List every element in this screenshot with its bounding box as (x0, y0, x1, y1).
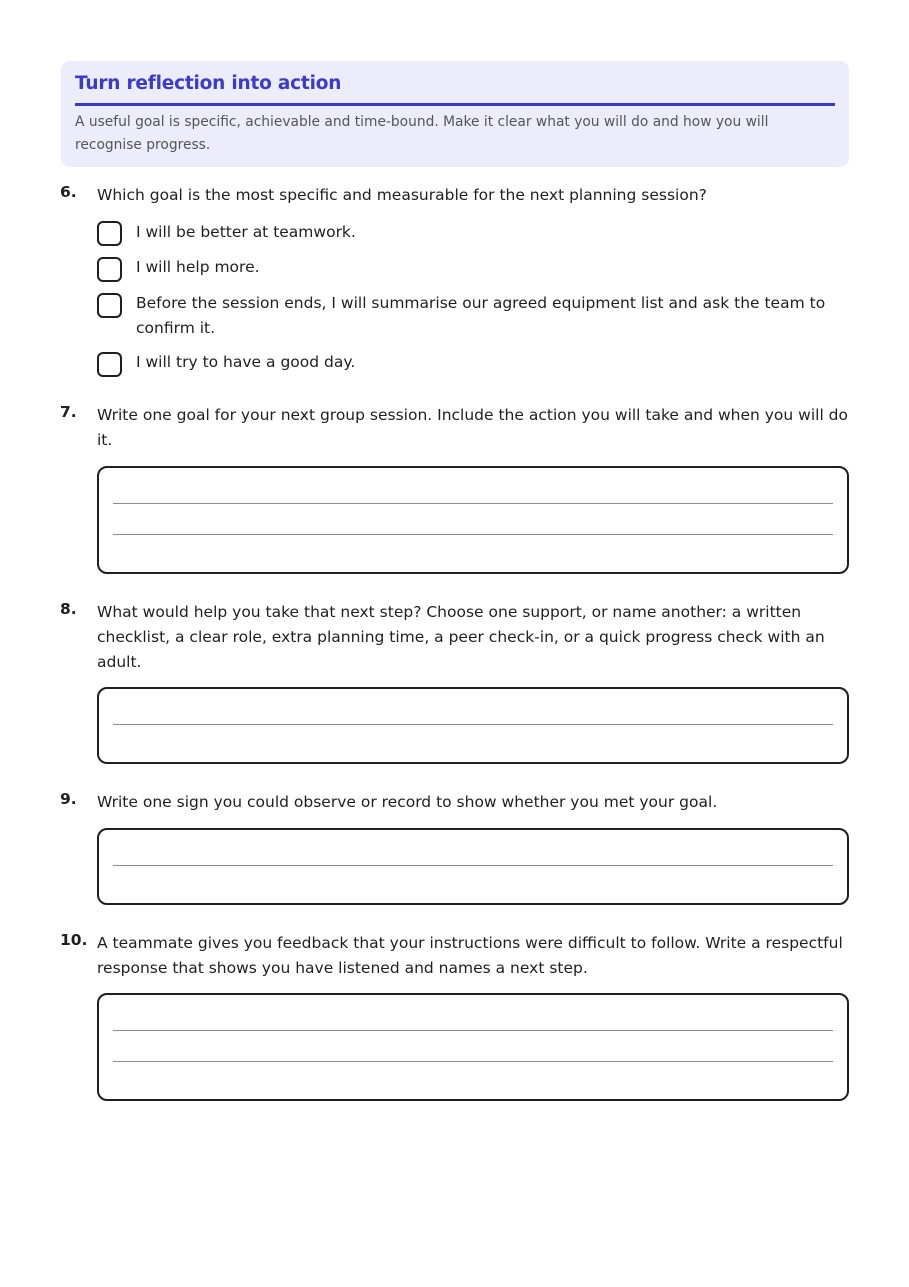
question-8-answer-box[interactable] (97, 687, 849, 764)
writing-line (113, 503, 833, 504)
option-checkbox[interactable] (97, 257, 122, 282)
question-9-text: Write one sign you could observe or record to show whether you met your goal. (97, 793, 718, 811)
writing-line (113, 1030, 833, 1031)
callout-title: Turn reflection into action (75, 73, 342, 94)
option-label: Before the session ends, I will summarise our agreed equipment list and ask the team to confirm it. (136, 294, 826, 337)
callout-text: A useful goal is specific, achievable and time-bound. Make it clear what you will do and how you will recognise progress. (75, 114, 769, 153)
writing-line (113, 724, 833, 725)
option-label: I will be better at teamwork. (136, 223, 356, 241)
reflection-callout (61, 61, 849, 167)
question-8-number: 8. (60, 600, 77, 618)
callout-divider (75, 103, 835, 106)
option-label: I will try to have a good day. (136, 353, 356, 371)
writing-line (113, 865, 833, 866)
question-8-text: What would help you take that next step? Choose one support, or name another: a written checklist, a clear role, extra planning time, a peer check-in, or a quick progress check with an adult. (97, 603, 825, 671)
question-7-text: Write one goal for your next group session. Include the action you will take and when you will do it. (97, 406, 849, 449)
question-9-answer-box[interactable] (97, 828, 849, 905)
question-10-answer-box[interactable] (97, 993, 849, 1101)
question-7-number: 7. (60, 403, 77, 421)
option-checkbox[interactable] (97, 221, 122, 246)
question-10-text: A teammate gives you feedback that your instructions were difficult to follow. Write a respectful response that shows you have listened and names a next step. (97, 934, 843, 977)
question-9-number: 9. (60, 790, 77, 808)
writing-line (113, 1061, 833, 1062)
question-6-number: 6. (60, 183, 77, 201)
question-6-text: Which goal is the most specific and measurable for the next planning session? (97, 186, 707, 204)
question-10-number: 10. (60, 931, 88, 949)
option-checkbox[interactable] (97, 293, 122, 318)
question-7-answer-box[interactable] (97, 466, 849, 574)
option-label: I will help more. (136, 258, 260, 276)
option-checkbox[interactable] (97, 352, 122, 377)
writing-line (113, 534, 833, 535)
